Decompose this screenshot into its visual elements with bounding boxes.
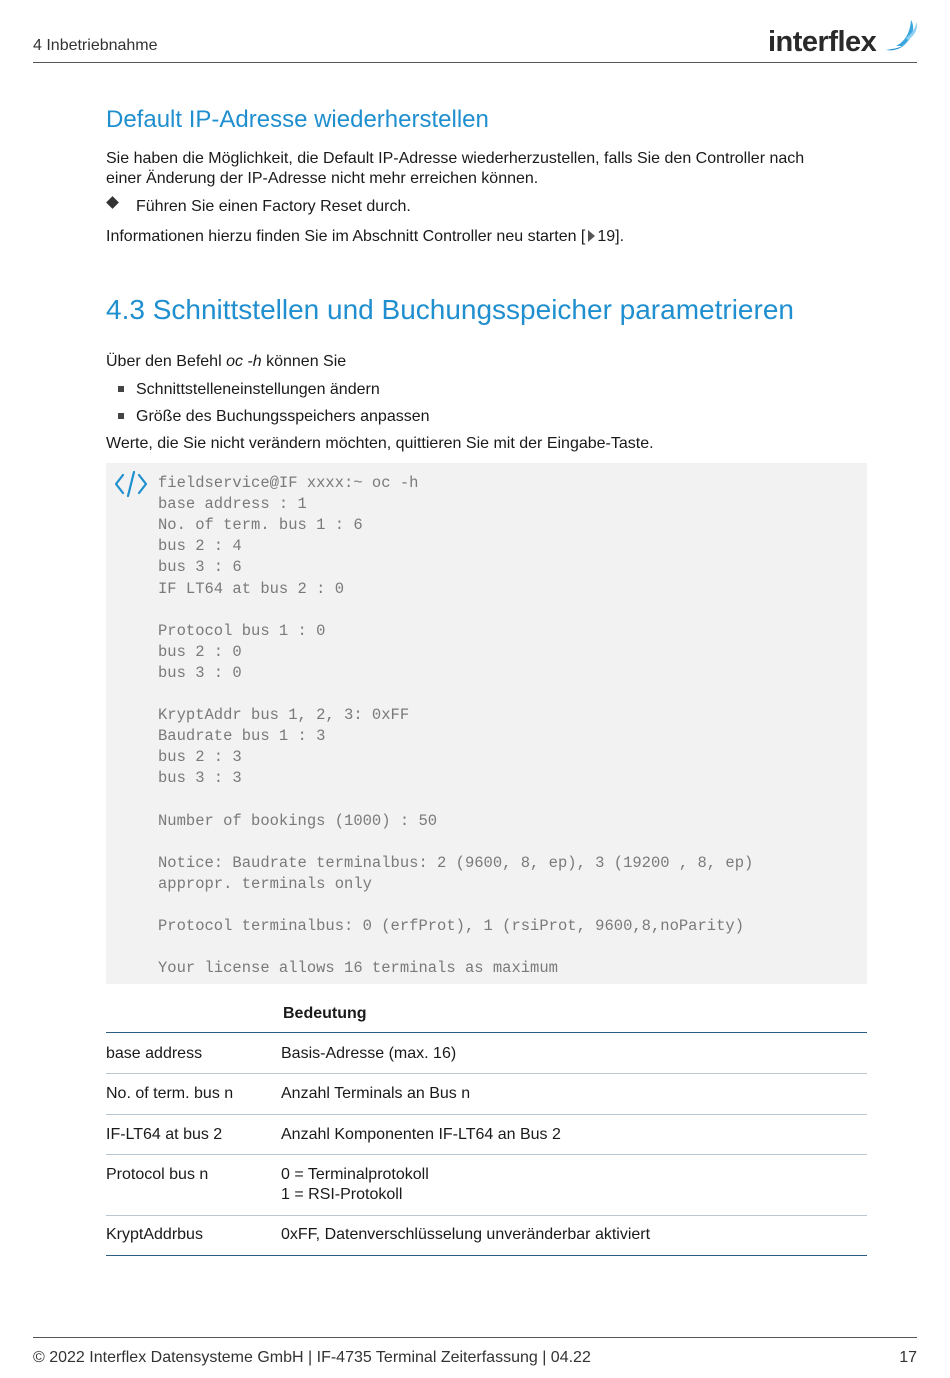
page-arrow-icon xyxy=(588,230,595,242)
intro-text-a: Über den Befehl xyxy=(106,353,227,370)
code-line: Notice: Baudrate terminalbus: 2 (9600, 8, ep), 3 (19200 , 8, ep) xyxy=(158,853,754,872)
footer-text: © 2022 Interflex Datensysteme GmbH | IF-4735 Terminal Zeiterfassung | 04.22 xyxy=(33,1349,591,1366)
interflex-logo xyxy=(768,16,918,60)
table-cell-meaning-2: 1 = RSI-Protokoll xyxy=(281,1186,403,1203)
code-line: bus 2 : 4 xyxy=(158,537,242,556)
footer-rule xyxy=(33,1337,917,1338)
info-line xyxy=(106,227,876,247)
code-line: Your license allows 16 terminals as maximum xyxy=(158,959,558,978)
chapter-title: 4 Inbetriebnahme xyxy=(33,37,158,54)
bullet-square-icon xyxy=(118,386,124,392)
table-row-rule xyxy=(106,1114,867,1115)
table-cell-meaning: Basis-Adresse (max. 16) xyxy=(281,1045,457,1062)
note-text: Werte, die Sie nicht verändern möchten, quittieren Sie mit der Eingabe-Taste. xyxy=(106,435,654,452)
table-row-rule xyxy=(106,1073,867,1074)
intro-text-b: können Sie xyxy=(261,353,347,370)
table-cell-meaning: 0xFF, Datenverschlüsselung unveränderbar aktiviert xyxy=(281,1226,651,1243)
heading-section-4-3: 4.3 Schnittstellen und Buchungsspeicher parametrieren xyxy=(106,294,794,325)
table-cell-param: KryptAddrbus xyxy=(106,1226,203,1243)
table-header-meaning: Bedeutung xyxy=(283,1005,367,1022)
code-icon xyxy=(114,470,148,498)
code-line: bus 3 : 3 xyxy=(158,769,242,788)
code-line: Protocol bus 1 : 0 xyxy=(158,621,326,640)
code-line: bus 3 : 6 xyxy=(158,558,242,577)
intro-command-line xyxy=(106,352,876,372)
cross-ref-label: Controller neu starten [ xyxy=(422,228,586,245)
bullet-item: Größe des Buchungsspeichers anpassen xyxy=(136,408,430,425)
table-cell-param: IF-LT64 at bus 2 xyxy=(106,1126,223,1143)
code-line: IF LT64 at bus 2 : 0 xyxy=(158,579,345,598)
intro-line-1: Sie haben die Möglichkeit, die Default IP-Adresse wiederherzustellen, falls Sie den Controller nach xyxy=(106,150,805,167)
code-line: Protocol terminalbus: 0 (erfProt), 1 (rsiProt, 9600,8,noParity) xyxy=(158,917,744,936)
table-cell-param: No. of term. bus n xyxy=(106,1085,234,1102)
code-line: bus 3 : 0 xyxy=(158,663,242,682)
code-line: No. of term. bus 1 : 6 xyxy=(158,516,363,535)
table-header-rule xyxy=(106,1032,867,1033)
code-line: Number of bookings (1000) : 50 xyxy=(158,811,438,830)
cross-ref-link[interactable] xyxy=(423,228,624,245)
logo-text: interflex xyxy=(768,26,877,58)
info-prefix: Informationen hierzu finden Sie im Abschnitt xyxy=(106,228,419,245)
table-bottom-rule xyxy=(106,1255,867,1256)
table-cell-meaning: Anzahl Terminals an Bus n xyxy=(281,1085,471,1102)
code-line: fieldservice@IF xxxx:~ oc -h xyxy=(158,474,419,492)
command-name: oc -h xyxy=(226,353,262,370)
bullet-square-icon xyxy=(118,413,124,419)
table-cell-param: Protocol bus n xyxy=(106,1166,209,1183)
table-cell-meaning: 0 = Terminalprotokoll xyxy=(281,1166,429,1183)
cross-ref-page: 19]. xyxy=(597,228,625,245)
table-cell-meaning: Anzahl Komponenten IF-LT64 an Bus 2 xyxy=(281,1126,561,1143)
intro-line-2: einer Änderung der IP-Adresse nicht mehr erreichen können. xyxy=(106,170,539,187)
page-number: 17 xyxy=(899,1349,917,1366)
step-text: Führen Sie einen Factory Reset durch. xyxy=(136,198,411,215)
code-line: bus 2 : 3 xyxy=(158,748,242,767)
table-cell-param: base address xyxy=(106,1045,203,1062)
code-line: appropr. terminals only xyxy=(158,874,372,893)
table-row-rule xyxy=(106,1154,867,1155)
step-diamond-icon xyxy=(106,196,119,209)
code-line: KryptAddr bus 1, 2, 3: 0xFF xyxy=(158,706,410,725)
code-line: base address : 1 xyxy=(158,495,307,514)
table-row-rule xyxy=(106,1215,867,1216)
bullet-item: Schnittstelleneinstellungen ändern xyxy=(136,381,380,398)
code-line: bus 2 : 0 xyxy=(158,642,242,661)
code-line: Baudrate bus 1 : 3 xyxy=(158,727,326,746)
bird-logo-icon xyxy=(882,16,918,56)
header-rule xyxy=(33,62,917,63)
heading-default-ip: Default IP-Adresse wiederherstellen xyxy=(106,106,489,133)
